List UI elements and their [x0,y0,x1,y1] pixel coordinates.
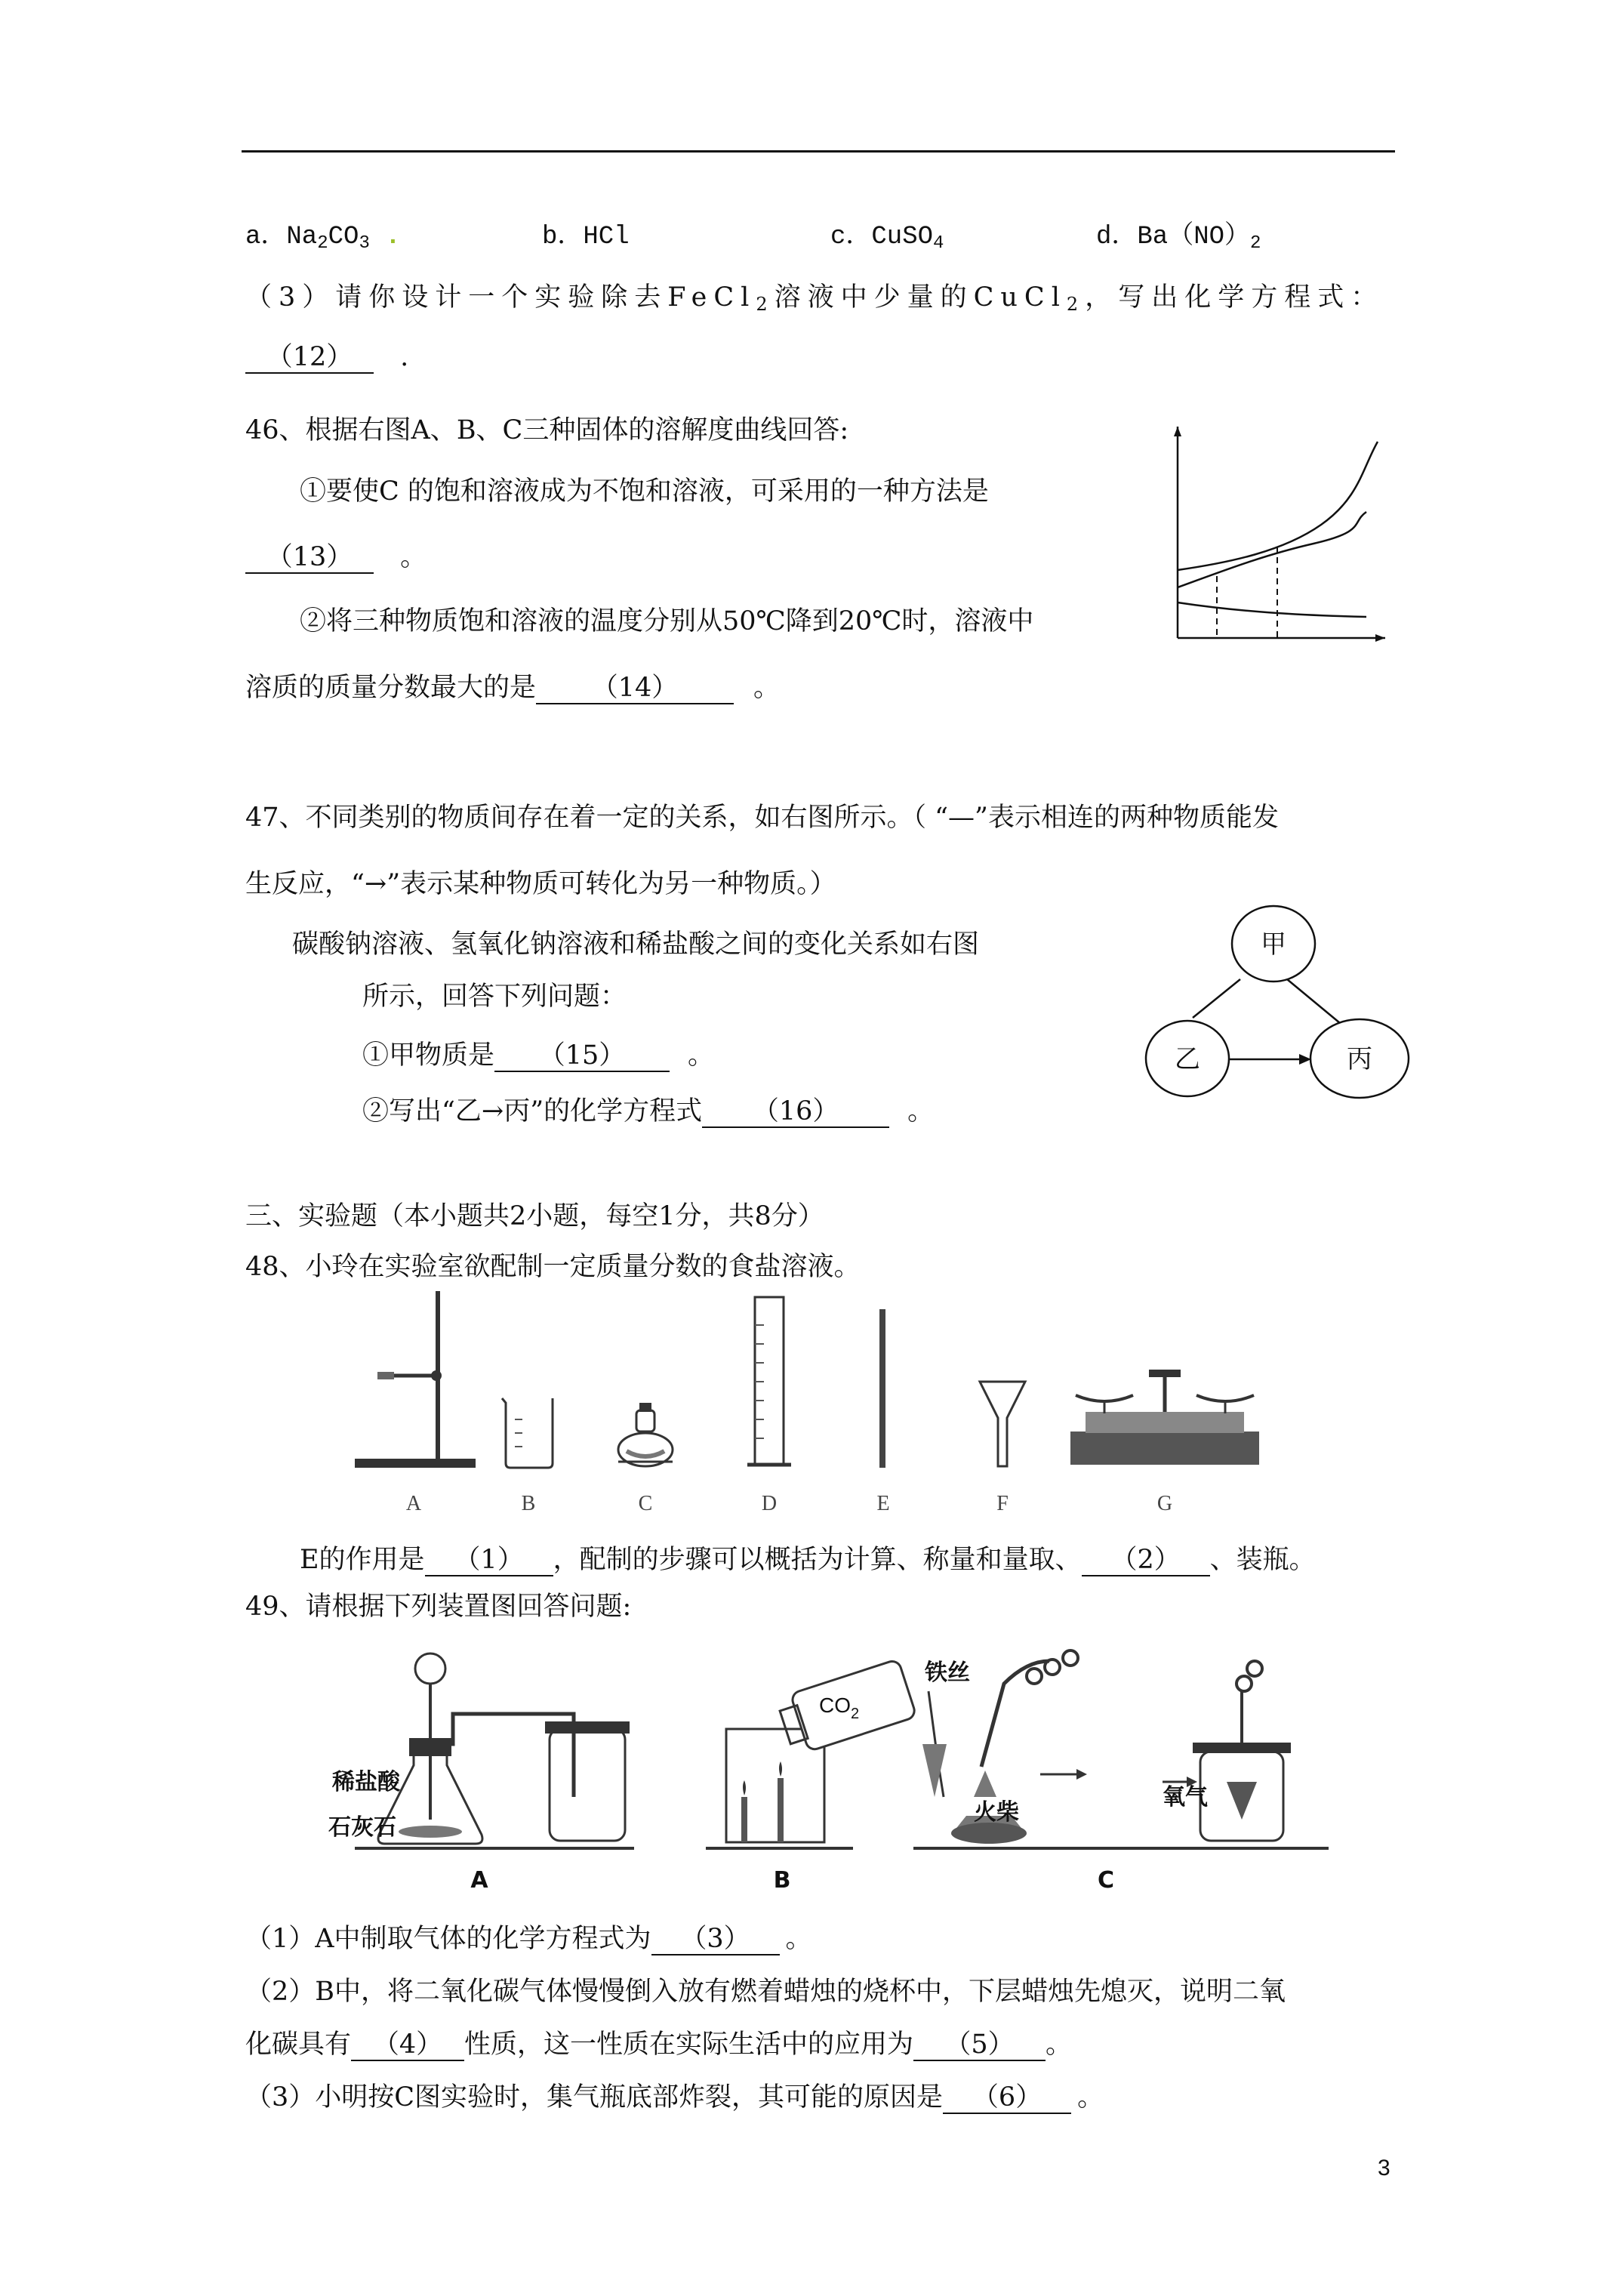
apparatus-label-d: D [761,1492,778,1515]
page-number: 3 [1378,2156,1390,2180]
apparatus-label-a: A [405,1492,422,1515]
q46-stem: 46、根据右图A、B、C三种固体的溶解度曲线回答: [245,415,849,445]
y-axis-arrow-icon [1174,427,1181,436]
q49-part2: （2）B中，将二氧化碳气体慢慢倒入放有燃着蜡烛的烧杯中，下层蜡烛先熄灭，说明二氧 [245,1977,1286,2007]
arrow-right-icon [1299,1054,1311,1065]
q47-intro2: 所示，回答下列问题： [362,982,627,1012]
q47-stem-line1: 47、不同类别的物质间存在着一定的关系，如右图所示。（ “—”表示相连的两种物质能发 [245,803,1279,833]
fig-label-a: A [470,1867,488,1894]
q48-answer-line: E的作用是 （1） ，配制的步骤可以概括为计算、称量和量取、 （2） 、装瓶。 [300,1545,1316,1575]
blank-1[interactable]: （1） [425,1546,553,1576]
relation-diagram [1136,898,1423,1117]
q49-part3: （3）小明按C图实验时，集气瓶底部炸裂，其可能的原因是 （6） 。 [245,2082,1104,2113]
q47-intro1: 碳酸钠溶液、氢氧化钠溶液和稀盐酸之间的变化关系如右图 [292,929,980,960]
alcohol-lamp-icon [618,1403,673,1466]
apparatus-label-f: F [996,1492,1009,1515]
iron-stand-icon [355,1291,476,1468]
label-co2: $CO_2$ [819,1693,860,1722]
section-3-title: 三、实验题（本小题共2小题，每空1分，共8分） [245,1201,824,1231]
q49-stem: 49、请根据下列装置图回答问题: [245,1592,632,1622]
label-limestone: 石灰石 [328,1814,396,1841]
apparatus-label-g: G [1156,1492,1173,1515]
q46-part2: ②将三种物质饱和溶液的温度分别从50℃降到20℃时，溶液中 [300,606,1034,636]
blank-12[interactable]: （12） [245,343,374,374]
blank-4[interactable]: （4） [351,2030,464,2061]
co2-pouring-apparatus [706,1659,916,1848]
blank-16[interactable]: （16） [702,1097,889,1128]
label-match: 火柴 [974,1799,1019,1826]
fig-label-b: B [773,1867,791,1894]
label-oxygen: 氧气 [1163,1784,1208,1811]
curve-c [1178,603,1366,617]
blank-6[interactable]: （6） [943,2083,1071,2114]
q45-option-b: b．HCl [542,223,630,251]
node-bing-label: 丙 [1347,1045,1372,1074]
q45-part3: （3）请你设计一个实验除去FeCl$_2$溶液中少量的CuCl$_2$，写出化学方程式： [245,282,1384,315]
q45-option-c: c．CuSO$_4$ [830,223,944,254]
q47-q1: ①甲物质是 （15） 。 [362,1040,715,1071]
label-dilute-hcl: 稀盐酸 [332,1769,400,1795]
q45-option-a: a．$Na_2CO_3$ . [245,223,401,254]
q47-q2: ②写出“乙→丙”的化学方程式 （16） 。 [362,1096,935,1126]
blank-14[interactable]: （14） [536,673,734,704]
q48-stem: 48、小玲在实验室欲配制一定质量分数的食盐溶液。 [245,1252,861,1282]
blank-5[interactable]: （5） [913,2030,1046,2061]
header-rule [242,150,1395,153]
q49-part1: （1）A中制取气体的化学方程式为 （3） 。 [245,1924,812,1954]
beaker-icon [502,1398,553,1468]
fig-label-c: C [1097,1867,1115,1894]
label-iron-wire: 铁丝 [925,1660,970,1686]
blank-2[interactable]: （2） [1082,1546,1210,1576]
blank-3[interactable]: （3） [651,1925,780,1955]
funnel-icon [980,1382,1025,1466]
x-axis-arrow-icon [1375,634,1385,642]
blank-15[interactable]: （15） [494,1041,670,1072]
apparatus-label-b: B [521,1492,536,1515]
glass-rod-icon [879,1309,885,1468]
q46-answer13-line: （13） 。 [245,536,427,574]
lab-apparatus-figure [347,1284,1329,1518]
blank-13[interactable]: （13） [245,543,374,574]
q49-part2b: 化碳具有 （4） 性质，这一性质在实际生活中的应用为 （5） 。 [245,2029,1073,2060]
q47-stem-line2: 生反应，“→”表示某种物质可转化为另一种物质。） [245,869,836,899]
solubility-curve-figure [1163,423,1389,649]
graduated-cylinder-icon [747,1297,791,1465]
co2-generator-apparatus [355,1653,634,1848]
apparatus-label-c: C [638,1492,653,1515]
q45-option-d: d．$Ba(NO)_2$ [1096,223,1261,254]
edge-jia-bing [1287,979,1340,1023]
edge-jia-yi [1193,979,1240,1018]
apparatus-label-e: E [876,1492,890,1515]
q49-apparatus-figure [325,1646,1351,1895]
q46-part1: ①要使C 的饱和溶液成为不饱和溶液，可采用的一种方法是 [300,476,989,507]
node-jia-label: 甲 [1261,930,1286,959]
balance-icon [1070,1370,1259,1465]
node-yi-label: 乙 [1175,1045,1200,1074]
q45-answer-line: （12） . [245,342,408,374]
q46-part2b: 溶质的质量分数最大的是 （14） 。 [245,673,781,703]
